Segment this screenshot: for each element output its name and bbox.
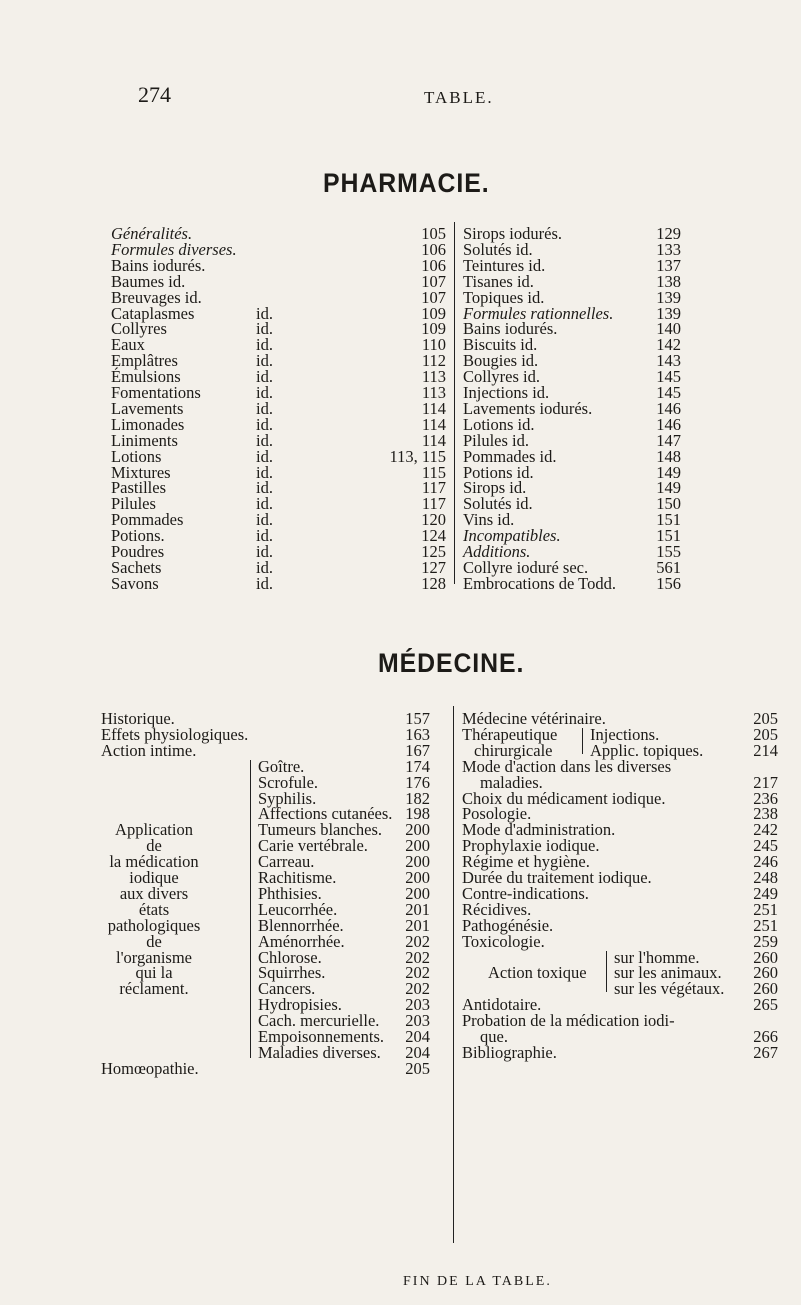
application-entry-page: 202 — [405, 931, 430, 951]
pharmacie-entry-label: Vins id. — [463, 510, 515, 530]
pharmacie-entry-label: Lotions id. — [463, 414, 535, 434]
medecine-entry-label: Récidives. — [462, 899, 532, 919]
application-group-label: iodique — [129, 868, 179, 887]
therapeutique-item-label: Applic. topiques. — [590, 740, 704, 760]
pharmacie-entry-label: Tisanes id. — [463, 271, 534, 291]
pharmacie-entry-page: 107 — [421, 271, 446, 291]
pharmacie-entry-page: 127 — [421, 557, 446, 577]
medecine-entry-page: 163 — [405, 724, 430, 744]
medecine-entry-label: Mode d'action dans les diverses — [462, 756, 672, 776]
medecine-entry-page: 242 — [753, 820, 778, 840]
therapeutique-item-page: 205 — [753, 724, 778, 744]
application-entry-label: Tumeurs blanches. — [258, 820, 383, 840]
pharmacie-entry-page: 107 — [421, 287, 446, 307]
action-toxique-item-label: sur les animaux. — [614, 963, 722, 983]
medecine-heading: MÉDECINE. — [378, 648, 525, 678]
pharmacie-entry-label: Baumes id. — [111, 271, 186, 291]
pharmacie-entry-id: id. — [256, 303, 273, 323]
pharmacie-entry-page: 133 — [656, 239, 681, 259]
pharmacie-entry-page: 143 — [656, 351, 681, 371]
medecine-entry-label: Choix du médicament iodique. — [462, 788, 666, 808]
action-toxique-item-label: sur les végétaux. — [614, 979, 725, 999]
pharmacie-entry-label: Pommades — [111, 510, 184, 530]
running-title: TABLE. — [424, 88, 494, 107]
application-entry-label: Empoisonnements. — [258, 1027, 385, 1046]
application-entry-label: Maladies diverses. — [258, 1042, 381, 1062]
pharmacie-entry-label: Pilules id. — [463, 430, 530, 450]
medecine-entry-label: que. — [480, 1027, 508, 1046]
application-entry-label: Affections cutanées. — [258, 804, 393, 824]
pharmacie-entry-id: id. — [256, 367, 273, 387]
medecine-entry-label: Bibliographie. — [462, 1042, 557, 1062]
pharmacie-entry-label: Teintures id. — [463, 255, 546, 275]
medecine-entry-page: 251 — [753, 915, 778, 935]
pharmacie-entry-page: 106 — [421, 239, 446, 259]
pharmacie-entry-id: id. — [256, 462, 273, 482]
pharmacie-entry-label: Embrocations de Todd. — [463, 573, 616, 593]
medecine-entry-label: Effets physiologiques. — [101, 724, 249, 744]
application-entry-label: Leucorrhée. — [258, 899, 338, 919]
pharmacie-entry-id: id. — [256, 398, 273, 418]
pharmacie-entry-id: id. — [256, 414, 273, 434]
application-group-label: de — [146, 836, 162, 856]
application-entry-label: Syphilis. — [258, 788, 317, 808]
action-toxique-label: Action toxique — [488, 963, 587, 983]
medecine-entry-page: 167 — [405, 740, 430, 760]
application-group-label: la médication — [109, 852, 199, 872]
therapeutique-item-label: Injections. — [590, 724, 660, 744]
action-toxique-item-page: 260 — [753, 963, 778, 983]
pharmacie-entry-label: Lavements iodurés. — [463, 398, 593, 418]
action-toxique-item-page: 260 — [753, 979, 778, 999]
pharmacie-entry-label: Potions. — [111, 526, 165, 546]
pharmacie-entry-page: 120 — [421, 510, 446, 530]
pharmacie-entry-label: Généralités. — [111, 224, 193, 243]
pharmacie-entry-page: 145 — [656, 367, 681, 387]
application-entry-label: Carreau. — [258, 852, 315, 872]
medecine-entry-label: Pathogénésie. — [462, 915, 554, 935]
page-number: 274 — [138, 82, 171, 107]
pharmacie-entry-page: 109 — [421, 303, 446, 323]
pharmacie-entry-id: id. — [256, 494, 273, 514]
medecine-entry-label: Médecine vétérinaire. — [462, 709, 606, 728]
application-entry-label: Cach. mercurielle. — [258, 1011, 380, 1031]
medecine-entry-label: Posologie. — [462, 804, 532, 824]
medecine-entry-label: Régime et hygiène. — [462, 852, 590, 872]
pharmacie-entry-label: Sirops id. — [463, 478, 527, 498]
medecine-entry-page: 265 — [753, 995, 778, 1015]
medecine-entry-label: Prophylaxie iodique. — [462, 836, 600, 856]
pharmacie-entry-label: Breuvages id. — [111, 287, 202, 307]
application-entry-label: Hydropisies. — [258, 995, 342, 1015]
pharmacie-entry-page: 139 — [656, 287, 681, 307]
application-entry-page: 204 — [405, 1027, 430, 1046]
pharmacie-entry-id: id. — [256, 510, 273, 530]
pharmacie-entry-label: Pommades id. — [463, 446, 557, 466]
medecine-entry-label: Action intime. — [101, 740, 197, 760]
medecine-entry-label: Durée du traitement iodique. — [462, 868, 652, 887]
pharmacie-entry-page: 109 — [421, 319, 446, 339]
pharmacie-entry-page: 128 — [421, 573, 446, 593]
action-toxique-item-page: 260 — [753, 947, 778, 967]
pharmacie-entry-page: 156 — [656, 573, 681, 593]
pharmacie-entry-page: 113 — [421, 367, 446, 387]
pharmacie-entry-id: id. — [256, 542, 273, 561]
pharmacie-entry-page: 114 — [421, 398, 446, 418]
application-entry-label: Squirrhes. — [258, 963, 326, 983]
application-entry-page: 200 — [405, 868, 430, 887]
medecine-column-divider — [453, 706, 454, 1243]
pharmacie-entry-page: 137 — [656, 255, 681, 275]
pharmacie-entry-page: 140 — [656, 319, 681, 339]
pharmacie-entry-page: 155 — [656, 542, 681, 561]
pharmacie-entry-label: Solutés id. — [463, 494, 533, 514]
pharmacie-entry-page: 113, 115 — [389, 446, 446, 466]
pharmacie-entry-id: id. — [256, 478, 273, 498]
pharmacie-entry-id: id. — [256, 351, 273, 371]
application-entry-page: 202 — [405, 963, 430, 983]
application-entry-page: 182 — [405, 788, 430, 808]
application-entry-label: Rachitisme. — [258, 868, 337, 887]
pharmacie-entry-label: Bains iodurés. — [111, 255, 206, 275]
pharmacie-column-divider — [454, 222, 455, 584]
application-entry-label: Aménorrhée. — [258, 931, 345, 951]
pharmacie-entry-page: 146 — [656, 414, 681, 434]
action-toxique-item-label: sur l'homme. — [614, 947, 700, 967]
pharmacie-entry-id: id. — [256, 319, 273, 339]
medecine-entry-label: Contre-indications. — [462, 883, 589, 903]
pharmacie-entry-id: id. — [256, 446, 273, 466]
medecine-entry-page: 248 — [753, 868, 778, 887]
pharmacie-entry-page: 115 — [421, 462, 446, 482]
application-entry-label: Goître. — [258, 756, 305, 776]
pharmacie-entry-page: 149 — [656, 478, 681, 498]
application-entry-page: 200 — [405, 836, 430, 856]
application-entry-label: Chlorose. — [258, 947, 322, 967]
application-entry-page: 201 — [405, 915, 430, 935]
pharmacie-entry-page: 125 — [421, 542, 446, 561]
pharmacie-entry-label: Bougies id. — [463, 351, 539, 371]
application-group-label: pathologiques — [107, 915, 201, 935]
pharmacie-entry-label: Formules rationnelles. — [463, 303, 614, 323]
medecine-entry-label: Mode d'administration. — [462, 820, 616, 840]
pharmacie-entry-label: Émulsions — [111, 367, 181, 387]
end-of-table: FIN DE LA TABLE. — [403, 1274, 552, 1289]
application-entry-page: 174 — [405, 756, 430, 776]
pharmacie-entry-label: Emplâtres — [111, 351, 178, 371]
application-entry-page: 203 — [405, 1011, 430, 1031]
pharmacie-entry-page: 138 — [656, 271, 681, 291]
therapeutique-item-page: 214 — [753, 740, 778, 760]
pharmacie-entry-page: 139 — [656, 303, 681, 323]
medecine-entry-label: Historique. — [101, 709, 175, 728]
therapeutique-brace — [582, 728, 589, 754]
pharmacie-entry-page: 147 — [656, 430, 681, 450]
pharmacie-entry-page: 146 — [656, 398, 681, 418]
medecine-entry-page: 238 — [753, 804, 778, 824]
application-group-label: l'organisme — [116, 947, 192, 967]
application-entry-page: 203 — [405, 995, 430, 1015]
pharmacie-entry-label: Formules diverses. — [111, 239, 237, 259]
application-entry-page: 202 — [405, 979, 430, 999]
pharmacie-entry-page: 113 — [421, 383, 446, 402]
pharmacie-entry-page: 114 — [421, 414, 446, 434]
pharmacie-entry-page: 117 — [421, 494, 446, 514]
pharmacie-entry-id: id. — [256, 557, 273, 577]
pharmacie-entry-id: id. — [256, 383, 273, 402]
pharmacie-entry-page: 117 — [421, 478, 446, 498]
action-toxique-brace — [606, 951, 613, 993]
medecine-entry-page: 236 — [753, 788, 778, 808]
pharmacie-entry-id: id. — [256, 573, 273, 593]
pharmacie-entry-label: Eaux — [111, 335, 145, 355]
pharmacie-entry-page: 145 — [656, 383, 681, 402]
application-entry-page: 176 — [405, 772, 430, 792]
medecine-entry-page: 267 — [753, 1042, 778, 1062]
pharmacie-entry-label: Limonades — [111, 414, 185, 434]
pharmacie-entry-page: 151 — [656, 526, 681, 546]
application-group-label: aux divers — [119, 883, 189, 903]
pharmacie-entry-id: id. — [256, 526, 273, 546]
medecine-entry-page: 246 — [753, 852, 778, 872]
medecine-entry-label: maladies. — [480, 772, 543, 792]
pharmacie-entry-page: 106 — [421, 255, 446, 275]
medecine-entry-label: Antidotaire. — [462, 995, 542, 1015]
pharmacie-entry-page: 114 — [421, 430, 446, 450]
pharmacie-entry-label: Sirops iodurés. — [463, 224, 562, 243]
pharmacie-entry-page: 142 — [656, 335, 681, 355]
pharmacie-entry-label: Incompatibles. — [463, 526, 561, 546]
pharmacie-entry-page: 129 — [656, 224, 681, 243]
pharmacie-entry-page: 561 — [656, 557, 681, 577]
application-group-label: Application — [115, 820, 193, 840]
application-group-label: de — [146, 931, 162, 951]
medecine-entry-page: 249 — [753, 883, 778, 903]
pharmacie-entry-label: Solutés id. — [463, 239, 533, 259]
pharmacie-entry-label: Biscuits id. — [463, 335, 538, 355]
medecine-entry-page: 205 — [753, 709, 778, 728]
medecine-entry-page: 205 — [405, 1058, 430, 1078]
medecine-entry-page: 266 — [753, 1027, 778, 1046]
application-brace — [250, 760, 257, 1058]
application-entry-label: Cancers. — [258, 979, 316, 999]
medecine-entry-page: 217 — [753, 772, 778, 792]
pharmacie-entry-label: Bains iodurés. — [463, 319, 558, 339]
medecine-entry-label: Probation de la médication iodi- — [462, 1011, 675, 1031]
application-entry-label: Blennorrhée. — [258, 915, 344, 935]
medecine-entry-label: Homœopathie. — [101, 1058, 199, 1078]
application-group-label: réclament. — [119, 979, 189, 999]
pharmacie-entry-label: Collyre ioduré sec. — [463, 557, 589, 577]
pharmacie-entry-id: id. — [256, 335, 273, 355]
pharmacie-entry-page: 148 — [656, 446, 681, 466]
application-entry-page: 201 — [405, 899, 430, 919]
pharmacie-entry-label: Collyres id. — [463, 367, 540, 387]
application-entry-label: Phthisies. — [258, 883, 322, 903]
pharmacie-entry-page: 150 — [656, 494, 681, 514]
pharmacie-entry-page: 105 — [421, 224, 446, 243]
pharmacie-entry-page: 151 — [656, 510, 681, 530]
application-entry-page: 202 — [405, 947, 430, 967]
pharmacie-entry-label: Additions. — [463, 542, 531, 561]
application-group-label: qui la — [135, 963, 173, 983]
pharmacie-entry-page: 112 — [421, 351, 446, 371]
pharmacie-entry-label: Savons — [111, 573, 159, 593]
medecine-entry-label: Toxicologie. — [462, 931, 545, 951]
pharmacie-entry-label: Lavements — [111, 398, 184, 418]
pharmacie-entry-label: Liniments — [111, 430, 178, 450]
pharmacie-entry-page: 124 — [421, 526, 446, 546]
application-entry-page: 200 — [405, 883, 430, 903]
therapeutique-label: chirurgicale — [474, 740, 553, 760]
therapeutique-label: Thérapeutique — [462, 724, 558, 744]
pharmacie-entry-label: Sachets — [111, 557, 162, 577]
application-group-label: états — [138, 899, 170, 919]
pharmacie-entry-label: Cataplasmes — [111, 303, 195, 323]
application-entry-page: 204 — [405, 1042, 430, 1062]
pharmacie-entry-label: Pilules — [111, 494, 156, 514]
application-entry-page: 198 — [405, 804, 430, 824]
pharmacie-entry-label: Poudres — [111, 542, 165, 561]
pharmacie-entry-id: id. — [256, 430, 273, 450]
pharmacie-entry-label: Fomentations — [111, 383, 201, 402]
pharmacie-entry-label: Mixtures — [111, 462, 171, 482]
application-entry-label: Carie vertébrale. — [258, 836, 368, 856]
pharmacie-entry-page: 110 — [421, 335, 446, 355]
application-entry-page: 200 — [405, 852, 430, 872]
pharmacie-entry-label: Topiques id. — [463, 287, 545, 307]
medecine-entry-page: 251 — [753, 899, 778, 919]
application-entry-label: Scrofule. — [258, 772, 319, 792]
pharmacie-entry-label: Collyres — [111, 319, 167, 339]
medecine-entry-page: 157 — [405, 709, 430, 728]
pharmacie-entry-label: Lotions — [111, 446, 162, 466]
pharmacie-entry-label: Pastilles — [111, 478, 167, 498]
pharmacie-entry-label: Potions id. — [463, 462, 534, 482]
medecine-entry-page: 245 — [753, 836, 778, 856]
application-entry-page: 200 — [405, 820, 430, 840]
pharmacie-heading: PHARMACIE. — [323, 168, 490, 198]
medecine-entry-page: 259 — [753, 931, 778, 951]
pharmacie-entry-label: Injections id. — [463, 383, 550, 402]
pharmacie-entry-page: 149 — [656, 462, 681, 482]
